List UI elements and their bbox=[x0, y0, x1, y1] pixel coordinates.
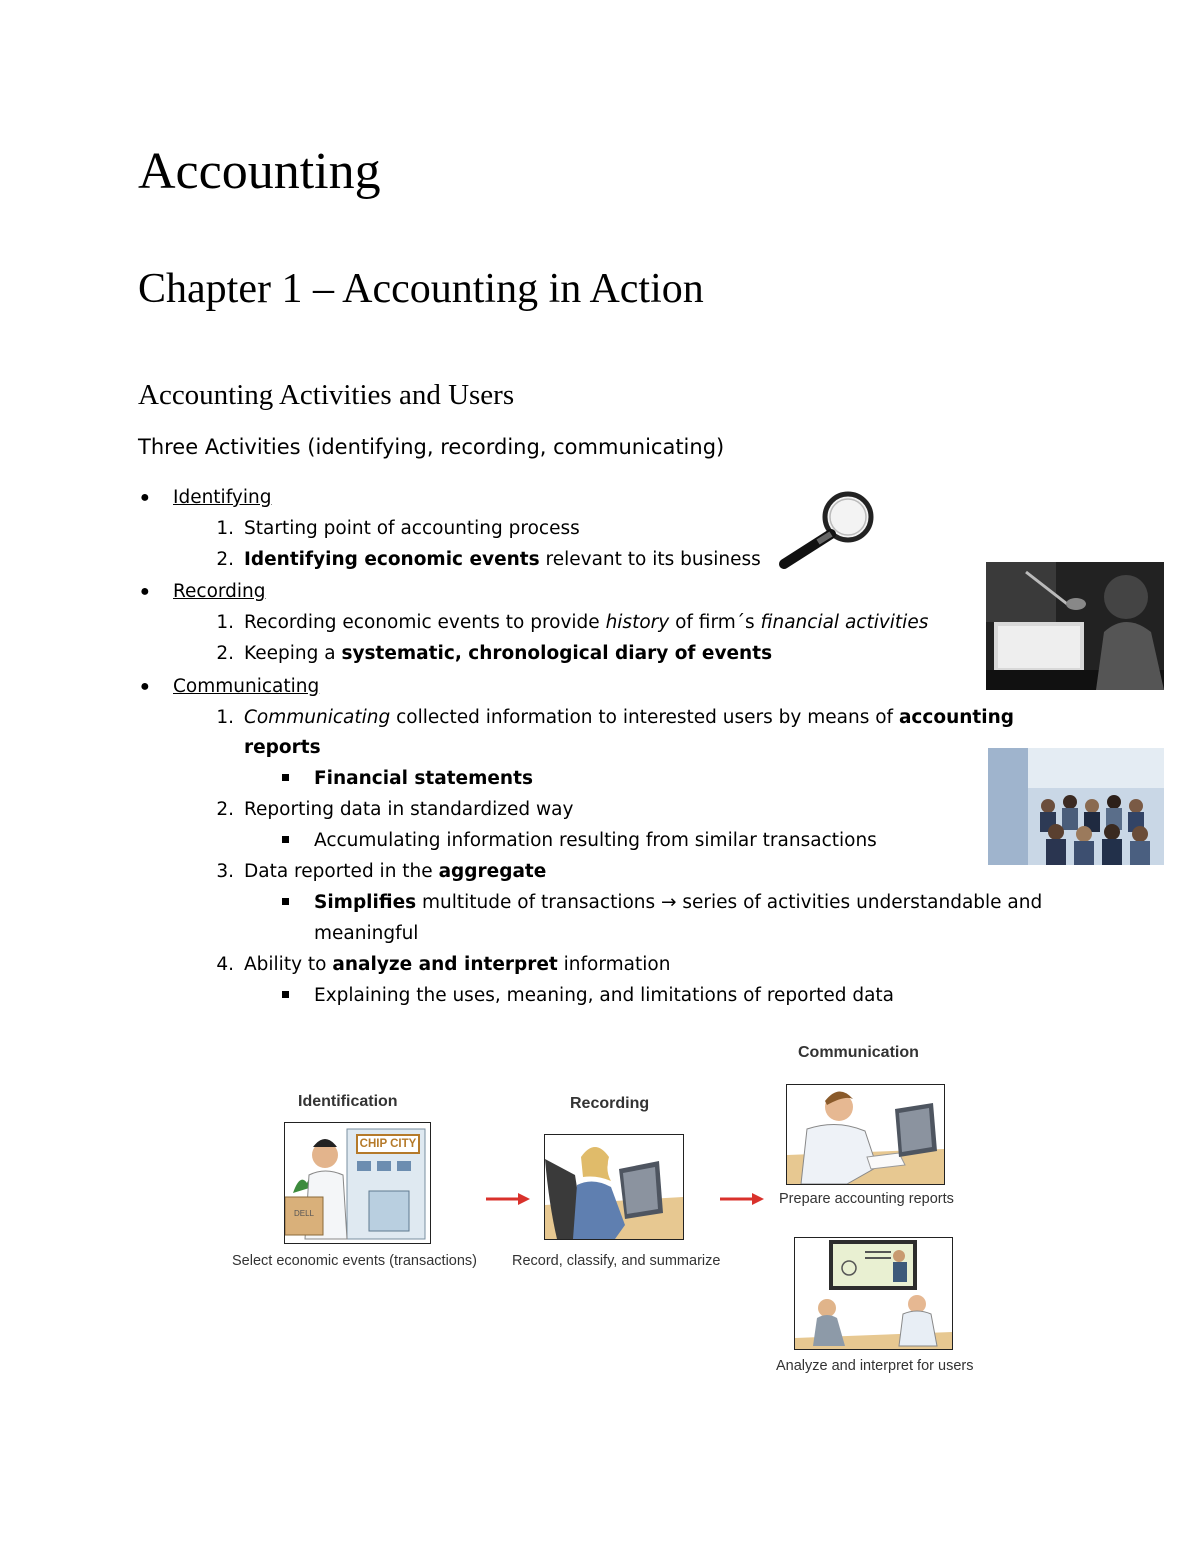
identifying-item-2: Identifying economic events relevant to its business bbox=[244, 549, 761, 570]
communicating-item-3-sub: Simplifies multitude of transactions → series of activities understandable and bbox=[314, 892, 1043, 913]
square-bullet-icon bbox=[282, 991, 289, 998]
audience-photo bbox=[988, 748, 1164, 865]
list-number: 2. bbox=[216, 643, 234, 664]
communication-heading: Communication bbox=[798, 1044, 919, 1061]
square-bullet-icon bbox=[282, 898, 289, 905]
list-number: 4. bbox=[216, 954, 234, 975]
magnifying-glass-icon bbox=[776, 490, 880, 572]
recording-studio-photo bbox=[986, 562, 1164, 690]
communicating-item-4-sub: Explaining the uses, meaning, and limitations of reported data bbox=[314, 985, 894, 1006]
communicating-item-1-cont: reports bbox=[244, 737, 321, 758]
bullet-dot-icon: ● bbox=[140, 489, 150, 506]
list-number: 1. bbox=[216, 707, 234, 728]
communicating-label: Communicating bbox=[173, 676, 320, 697]
bullet-dot-icon: ● bbox=[140, 678, 150, 695]
recording-item-2: Keeping a systematic, chronological diary of events bbox=[244, 643, 773, 664]
recording-caption: Record, classify, and summarize bbox=[512, 1253, 721, 1269]
chapter-title: Chapter 1 – Accounting in Action bbox=[138, 266, 704, 312]
identifying-item-1: Starting point of accounting process bbox=[244, 518, 580, 539]
list-number: 1. bbox=[216, 612, 234, 633]
recording-item-1: Recording economic events to provide history of firm´s financial activities bbox=[244, 612, 929, 633]
analyze-interpret-illustration bbox=[794, 1237, 953, 1350]
store-sign: CHIP CITY bbox=[359, 1138, 417, 1150]
box-label: DELL bbox=[293, 1209, 314, 1218]
communicating-item-1-sub: Financial statements bbox=[314, 768, 533, 789]
communicating-item-2: Reporting data in standardized way bbox=[244, 799, 574, 820]
square-bullet-icon bbox=[282, 774, 289, 781]
list-number: 2. bbox=[216, 549, 234, 570]
communicating-item-2-sub: Accumulating information resulting from similar transactions bbox=[314, 830, 877, 851]
identification-illustration bbox=[284, 1122, 431, 1244]
identification-caption: Select economic events (transactions) bbox=[232, 1253, 477, 1269]
communicating-item-3: Data reported in the aggregate bbox=[244, 861, 547, 882]
prepare-reports-caption: Prepare accounting reports bbox=[779, 1191, 954, 1207]
list-number: 1. bbox=[216, 518, 234, 539]
arrow-right-icon bbox=[720, 1191, 766, 1207]
prepare-reports-illustration bbox=[786, 1084, 945, 1185]
recording-heading: Recording bbox=[570, 1095, 650, 1112]
document-title: Accounting bbox=[138, 143, 381, 200]
recording-illustration bbox=[544, 1134, 684, 1240]
communicating-item-1: Communicating collected information to interested users by means of accounting bbox=[244, 707, 1015, 728]
list-number: 2. bbox=[216, 799, 234, 820]
list-number: 3. bbox=[216, 861, 234, 882]
section-title: Accounting Activities and Users bbox=[138, 379, 515, 411]
analyze-interpret-caption: Analyze and interpret for users bbox=[776, 1358, 974, 1374]
identification-heading: Identification bbox=[298, 1093, 398, 1110]
bullet-dot-icon: ● bbox=[140, 583, 150, 600]
recording-label: Recording bbox=[173, 581, 266, 602]
communicating-item-3-sub-cont: meaningful bbox=[314, 923, 419, 944]
arrow-right-icon bbox=[486, 1191, 532, 1207]
sub-heading: Three Activities (identifying, recording, communicating) bbox=[138, 435, 725, 459]
communicating-item-4: Ability to analyze and interpret information bbox=[244, 954, 671, 975]
square-bullet-icon bbox=[282, 836, 289, 843]
identifying-label: Identifying bbox=[173, 487, 272, 508]
